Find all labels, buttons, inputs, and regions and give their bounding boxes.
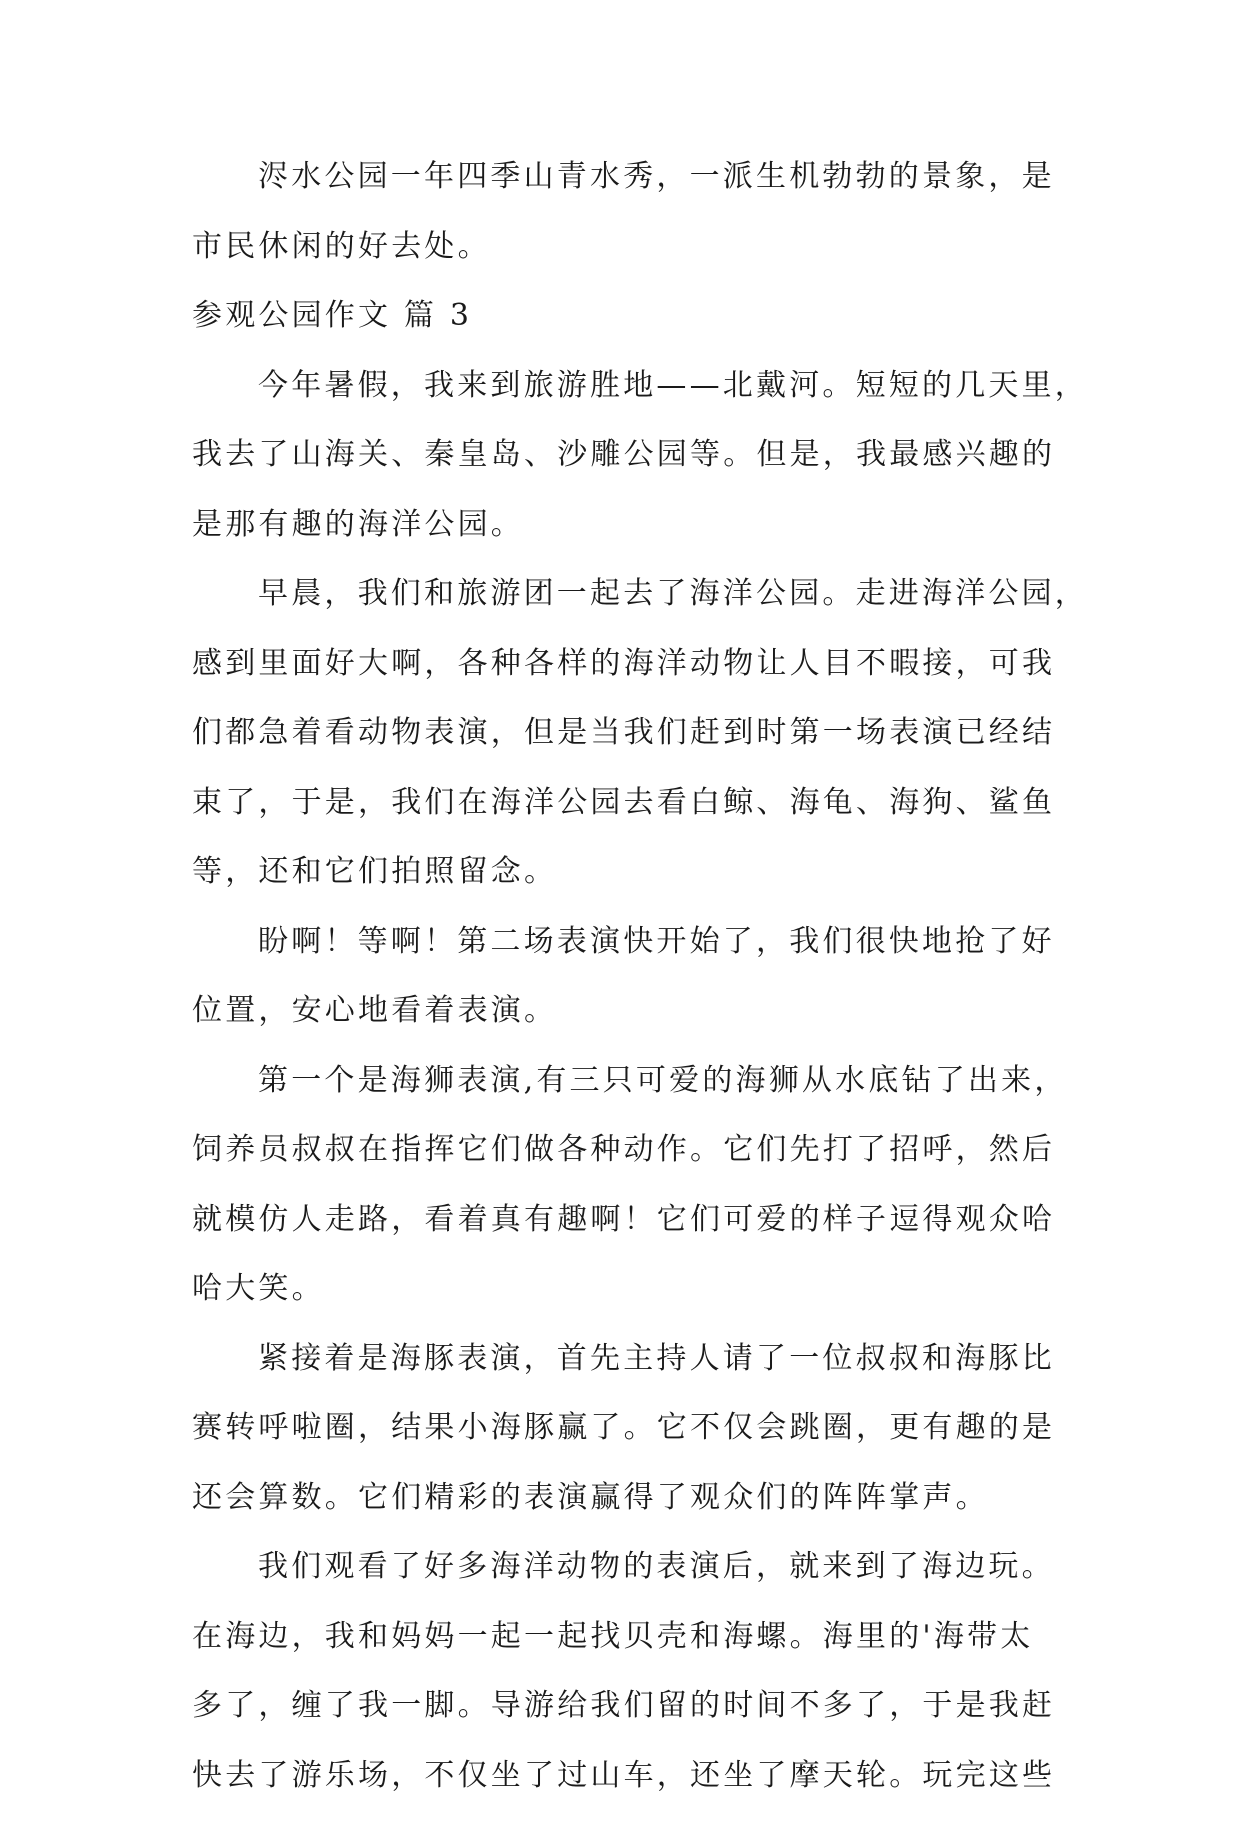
text-line: 我们观看了好多海洋动物的表演后，就来到了海边玩。: [192, 1547, 1072, 1617]
text-line: 快去了游乐场，不仅坐了过山车，还坐了摩天轮。玩完这些: [192, 1756, 1072, 1825]
text-line: 第一个是海狮表演,有三只可爱的海狮从水底钻了出来，: [192, 1061, 1072, 1131]
text-line: 浕水公园一年四季山青水秀，一派生机勃勃的景象，是: [192, 157, 1072, 227]
text-line: 就模仿人走路，看着真有趣啊！它们可爱的样子逗得观众哈: [192, 1200, 1072, 1270]
text-line: 们都急着看动物表演，但是当我们赶到时第一场表演已经结: [192, 713, 1072, 783]
text-line: 哈大笑。: [192, 1269, 1072, 1339]
text-line: 等，还和它们拍照留念。: [192, 852, 1072, 922]
text-line: 今年暑假，我来到旅游胜地——北戴河。短短的几天里，: [192, 366, 1072, 436]
text-line: 位置，安心地看着表演。: [192, 991, 1072, 1061]
text-line: 束了，于是，我们在海洋公园去看白鲸、海龟、海狗、鲨鱼: [192, 783, 1072, 853]
text-line: 在海边，我和妈妈一起一起找贝壳和海螺。海里的'海带太: [192, 1617, 1072, 1687]
text-line: 市民休闲的好去处。: [192, 227, 1072, 297]
text-line: 多了，缠了我一脚。导游给我们留的时间不多了，于是我赶: [192, 1686, 1072, 1756]
text-line: 我去了山海关、秦皇岛、沙雕公园等。但是，我最感兴趣的: [192, 435, 1072, 505]
text-line: 还会算数。它们精彩的表演赢得了观众们的阵阵掌声。: [192, 1478, 1072, 1548]
text-line: 是那有趣的海洋公园。: [192, 505, 1072, 575]
text-line: 盼啊！等啊！第二场表演快开始了，我们很快地抢了好: [192, 922, 1072, 992]
text-line: 感到里面好大啊，各种各样的海洋动物让人目不暇接，可我: [192, 644, 1072, 714]
text-line: 紧接着是海豚表演，首先主持人请了一位叔叔和海豚比: [192, 1339, 1072, 1409]
text-line: 早晨，我们和旅游团一起去了海洋公园。走进海洋公园，: [192, 574, 1072, 644]
document-body: [192, 157, 1072, 1825]
section-heading: 参观公园作文 篇 3: [192, 296, 1072, 366]
text-line: 饲养员叔叔在指挥它们做各种动作。它们先打了招呼，然后: [192, 1130, 1072, 1200]
text-line: 赛转呼啦圈，结果小海豚赢了。它不仅会跳圈，更有趣的是: [192, 1408, 1072, 1478]
